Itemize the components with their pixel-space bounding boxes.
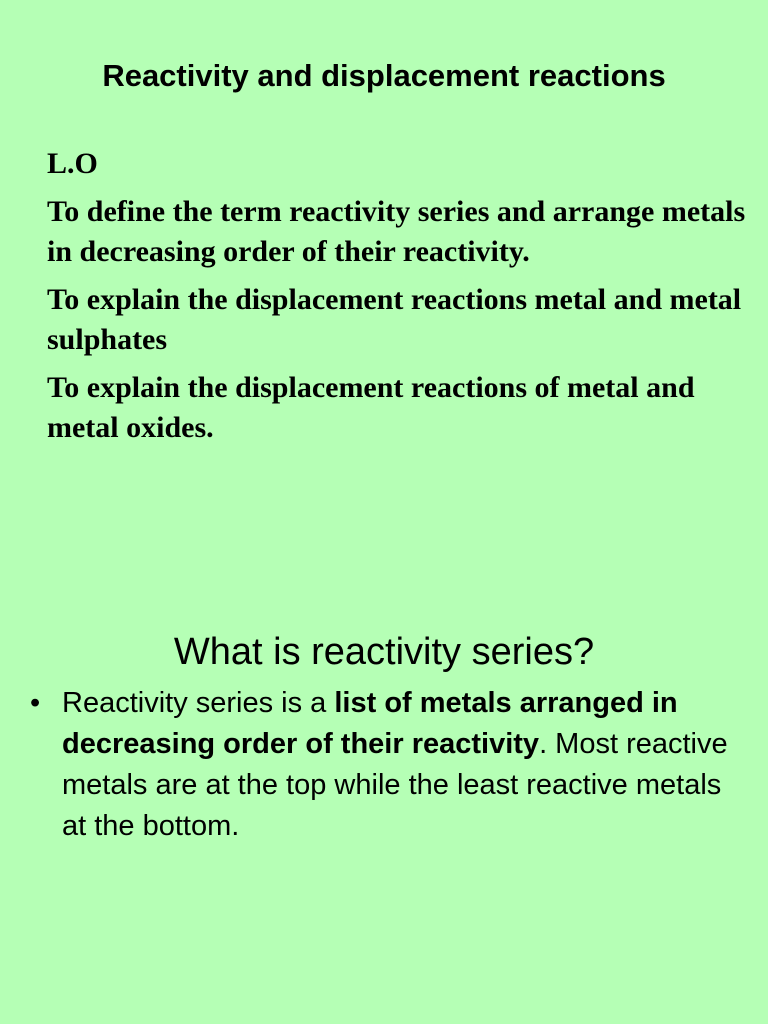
lo-heading: L.O xyxy=(47,147,98,180)
lo-item-2: To explain the displacement reactions metal and metal sulphates xyxy=(47,283,742,356)
bullet-text-part3: . Most reactive metals are at the top while the least reactive metals at the bottom. xyxy=(62,728,728,842)
bullet-item xyxy=(28,683,728,847)
bullet-list xyxy=(28,683,728,847)
lo-item-1: To define the term reactivity series and arrange metals in decreasing order of their reactivity. xyxy=(47,195,746,268)
learning-objectives xyxy=(47,144,747,456)
bullet-text-bold: list of metals arranged in decreasing order of their reactivity xyxy=(62,687,678,760)
slide-title: Reactivity and displacement reactions xyxy=(102,58,666,93)
bullet-text-part1: Reactivity series is a xyxy=(62,687,335,719)
bullet-icon: • xyxy=(30,687,41,719)
lo-item-3: To explain the displacement reactions of metal and metal oxides. xyxy=(47,371,695,444)
section-title: What is reactivity series? xyxy=(173,631,595,673)
